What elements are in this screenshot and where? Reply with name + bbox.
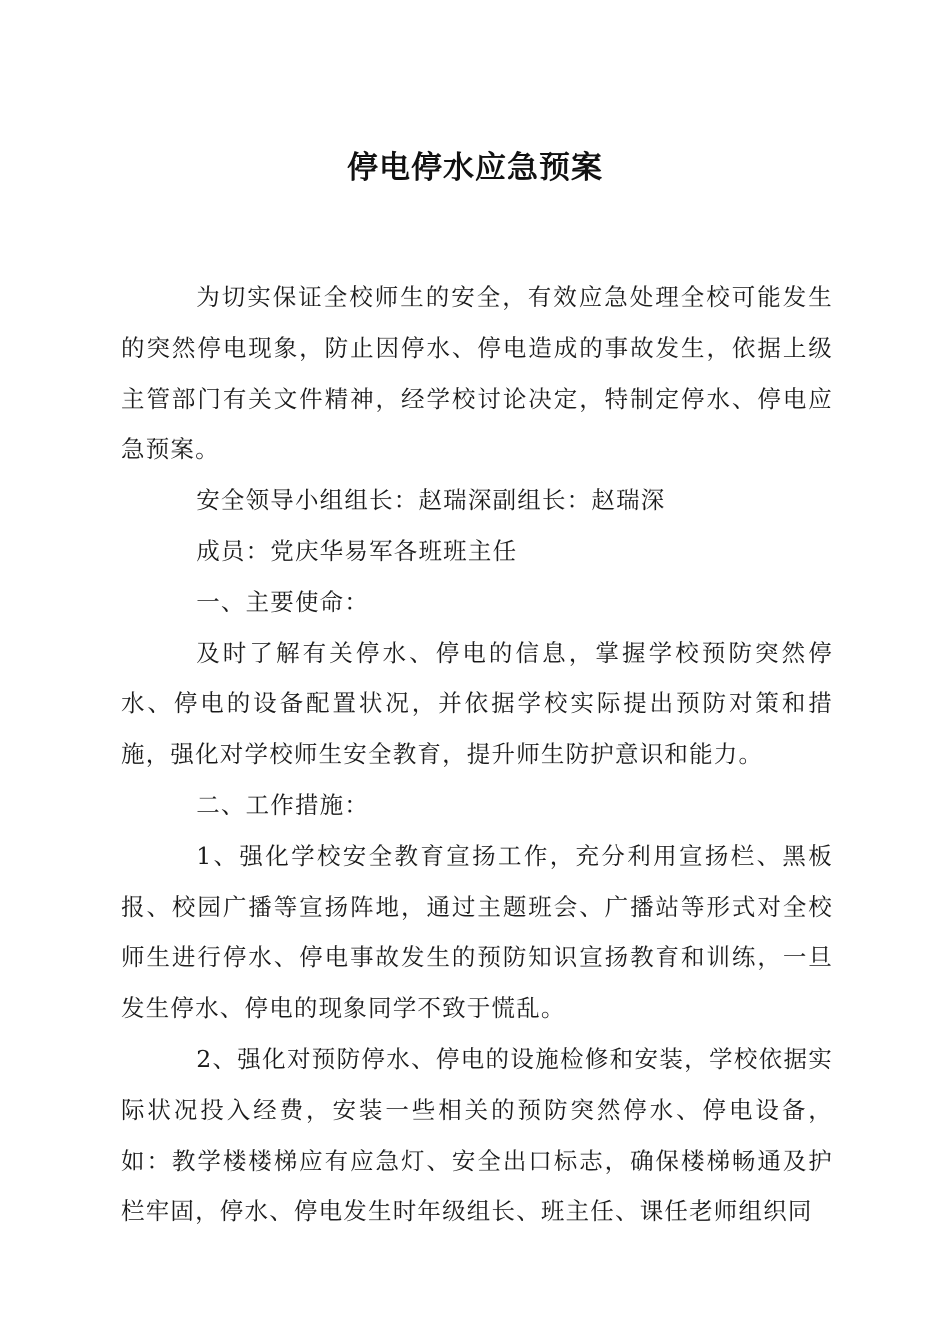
document-title: 停电停水应急预案	[347, 150, 603, 186]
paragraph-measure-1: 1、强化学校安全教育宣扬工作，充分利用宣扬栏、黑板报、校园广播等宣扬阵地，通过主题班会、广播站等形式对全校师生进行停水、停电事故发生的预防知识宣扬教育和训练，一旦发生停水、停电的现象同学不致于慌乱。	[121, 841, 833, 1023]
paragraph-members: 成员：党庆华易军各班班主任	[196, 536, 518, 565]
paragraph-leaders: 安全领导小组组长：赵瑞深副组长：赵瑞深	[196, 486, 666, 515]
section-heading-measures: 二、工作措施：	[196, 790, 370, 819]
paragraph-mission: 及时了解有关停水、停电的信息，掌握学校预防突然停水、停电的设备配置状况，并依据学校实际提出预防对策和措施，强化对学校师生安全教育，提升师生防护意识和能力。	[121, 638, 833, 769]
paragraph-measure-2: 2、强化对预防停水、停电的设施检修和安装，学校依据实际状况投入经费，安装一些相关的预防突然停水、停电设备，如：教学楼楼梯应有应急灯、安全出口标志，确保楼梯畅通及护栏牢固，停水、停电发生时年级组长、班主任、课任老师组织同	[121, 1044, 833, 1226]
paragraph-intro: 为切实保证全校师生的安全，有效应急处理全校可能发生的突然停电现象，防止因停水、停电造成的事故发生，依据上级主管部门有关文件精神，经学校讨论决定，特制定停水、停电应急预案。	[121, 283, 833, 464]
section-heading-mission: 一、主要使命：	[196, 587, 370, 616]
document-body	[121, 272, 833, 1237]
